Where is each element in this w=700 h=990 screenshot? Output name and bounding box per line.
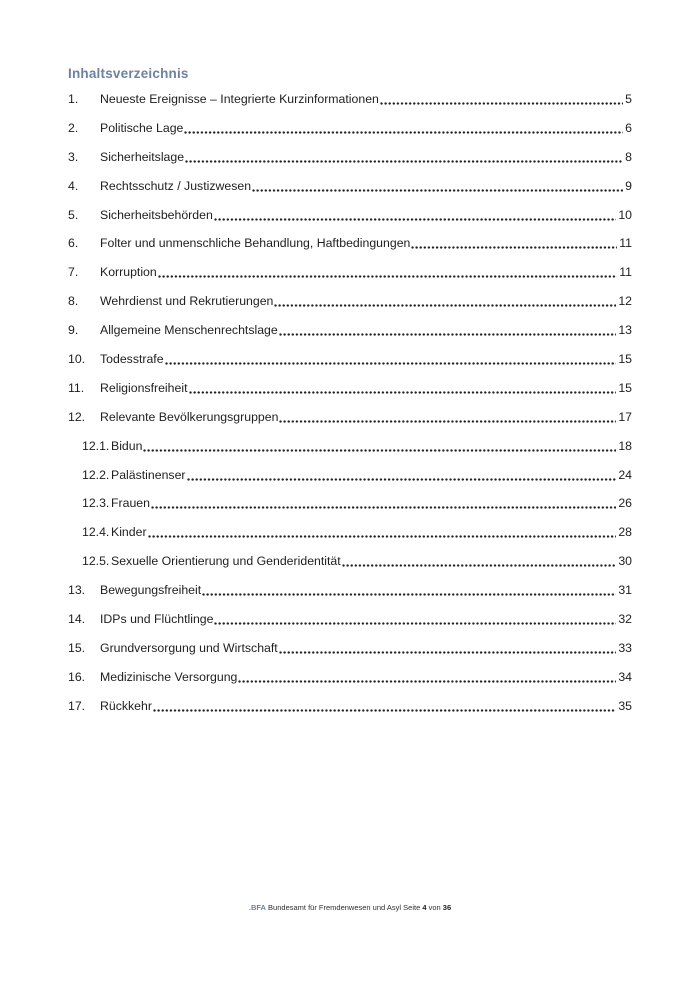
toc-entry-page: 15 bbox=[618, 380, 632, 395]
toc-dot-leader bbox=[201, 583, 616, 598]
toc-entry-number: 12. bbox=[68, 409, 86, 424]
toc-entry-label: Todesstrafe bbox=[100, 352, 164, 367]
toc-entry[interactable] bbox=[68, 410, 632, 439]
toc-dot-leader bbox=[379, 92, 623, 107]
toc-entry-page: 33 bbox=[618, 640, 632, 655]
toc-entry-label: Sicherheitslage bbox=[100, 149, 185, 164]
toc-dot-leader bbox=[152, 699, 616, 714]
toc-entry-number: 11. bbox=[68, 380, 85, 395]
toc-entry[interactable] bbox=[68, 323, 632, 352]
toc-entry-page: 10 bbox=[618, 207, 632, 222]
toc-entry-label: Sexuelle Orientierung und Genderidentität bbox=[111, 554, 341, 569]
toc-dot-leader bbox=[251, 179, 623, 194]
toc-dot-leader bbox=[147, 525, 617, 540]
toc-entry-label: Rückkehr bbox=[100, 698, 152, 713]
toc-entry-label: Wehrdienst und Rekrutierungen bbox=[100, 294, 274, 309]
toc-entry[interactable] bbox=[68, 121, 632, 150]
toc-entry-page: 31 bbox=[618, 583, 632, 598]
toc-dot-leader bbox=[237, 670, 616, 685]
toc-entry-page: 30 bbox=[618, 554, 632, 569]
toc-entry-page: 15 bbox=[618, 352, 632, 367]
toc-entry-label: Bewegungsfreiheit bbox=[100, 583, 202, 598]
toc-entry[interactable] bbox=[68, 208, 632, 237]
toc-entry[interactable] bbox=[68, 496, 632, 525]
toc-entry-number: 16. bbox=[68, 669, 86, 684]
toc-entry-number: 1. bbox=[68, 92, 79, 106]
toc-entry[interactable] bbox=[68, 294, 632, 323]
toc-entry-number: 2. bbox=[68, 120, 79, 135]
toc-entry-page: 35 bbox=[618, 698, 632, 713]
toc-dot-leader bbox=[341, 554, 617, 569]
toc-entry[interactable] bbox=[68, 468, 632, 497]
toc-entry-number: 4. bbox=[68, 178, 79, 193]
toc-entry-page: 28 bbox=[618, 525, 632, 540]
toc-entry-page: 24 bbox=[618, 467, 632, 482]
toc-dot-leader bbox=[213, 612, 616, 627]
footer-page-total: 36 bbox=[442, 903, 452, 912]
toc-entry-number: 15. bbox=[68, 640, 86, 655]
toc-entry[interactable] bbox=[68, 92, 632, 121]
toc-entry-page: 12 bbox=[618, 294, 632, 309]
bfa-logo: .BFA bbox=[248, 903, 266, 912]
toc-entry[interactable] bbox=[68, 641, 632, 670]
toc-dot-leader bbox=[273, 294, 616, 309]
toc-entry-page: 11 bbox=[619, 265, 632, 280]
toc-entry[interactable] bbox=[68, 699, 632, 728]
toc-entry[interactable] bbox=[68, 612, 632, 641]
toc-entry-number: 5. bbox=[68, 207, 79, 222]
toc-entry-number: 7. bbox=[68, 265, 79, 280]
toc-entry-number: 6. bbox=[68, 236, 79, 251]
toc-entry-number: 12.1. bbox=[82, 438, 110, 453]
page-footer bbox=[0, 903, 700, 913]
toc-entry-label: Religionsfreiheit bbox=[100, 380, 188, 395]
toc-entry[interactable] bbox=[68, 381, 632, 410]
toc-entry[interactable] bbox=[68, 236, 632, 265]
toc-entry-page: 26 bbox=[618, 496, 632, 511]
toc-entry[interactable] bbox=[68, 265, 632, 294]
toc-entry-number: 12.4. bbox=[82, 525, 110, 540]
toc-dot-leader bbox=[188, 381, 617, 396]
toc-entry-page: 17 bbox=[618, 409, 632, 424]
toc-entry-number: 12.2. bbox=[82, 467, 110, 482]
toc-entry-number: 8. bbox=[68, 294, 79, 309]
toc-entry-label: Politische Lage bbox=[100, 120, 184, 135]
footer-page-word: Seite bbox=[403, 903, 421, 912]
toc-dot-leader bbox=[186, 468, 617, 483]
toc-dot-leader bbox=[410, 236, 617, 251]
toc-entry-label: Kinder bbox=[111, 525, 147, 540]
toc-entry[interactable] bbox=[68, 439, 632, 468]
toc-entry-number: 10. bbox=[68, 352, 86, 367]
toc-entry-number: 12.3. bbox=[82, 496, 110, 511]
toc-dot-leader bbox=[213, 208, 617, 223]
toc-entry-number: 13. bbox=[68, 583, 86, 598]
toc-entry[interactable] bbox=[68, 352, 632, 381]
toc-entry-label: Bidun bbox=[111, 438, 143, 453]
toc-entry-number: 12.5. bbox=[82, 554, 110, 569]
toc-dot-leader bbox=[184, 150, 623, 165]
toc-entry-label: Palästinenser bbox=[111, 467, 186, 482]
toc-entry-label: Neueste Ereignisse – Integrierte Kurzinformationen bbox=[100, 92, 379, 106]
footer-page-current: 4 bbox=[422, 903, 427, 912]
toc-entry-label: Rechtsschutz / Justizwesen bbox=[100, 178, 252, 193]
toc-dot-leader bbox=[157, 265, 617, 280]
toc-dot-leader bbox=[142, 439, 616, 454]
toc-entry-number: 17. bbox=[68, 698, 86, 713]
toc-dot-leader bbox=[150, 496, 616, 511]
toc-entry-number: 14. bbox=[68, 612, 86, 627]
toc-entry-number: 3. bbox=[68, 149, 79, 164]
toc-entry-page: 32 bbox=[618, 612, 632, 627]
footer-of-word: von bbox=[428, 903, 441, 912]
toc-entry-label: Relevante Bevölkerungsgruppen bbox=[100, 409, 279, 424]
toc-entry-page: 18 bbox=[618, 438, 632, 453]
toc-entry-label: Sicherheitsbehörden bbox=[100, 207, 213, 222]
toc-entry-label: Allgemeine Menschenrechtslage bbox=[100, 323, 278, 338]
table-of-contents bbox=[68, 92, 632, 728]
footer-agency-text: Bundesamt für Fremdenwesen und Asyl bbox=[268, 903, 402, 912]
toc-entry-page: 9 bbox=[625, 178, 632, 193]
toc-entry-label: Grundversorgung und Wirtschaft bbox=[100, 640, 278, 655]
toc-entry-page: 6 bbox=[625, 120, 632, 135]
toc-dot-leader bbox=[278, 641, 617, 656]
toc-entry-label: Medizinische Versorgung bbox=[100, 669, 238, 684]
toc-heading: Inhaltsverzeichnis bbox=[68, 66, 189, 81]
toc-entry[interactable] bbox=[68, 525, 632, 554]
toc-entry-label: Korruption bbox=[100, 265, 157, 280]
toc-entry[interactable] bbox=[68, 670, 632, 699]
toc-entry-page: 13 bbox=[618, 323, 632, 338]
toc-entry[interactable] bbox=[68, 150, 632, 179]
toc-dot-leader bbox=[183, 121, 623, 136]
toc-entry-page: 5 bbox=[625, 92, 632, 106]
toc-entry-number: 9. bbox=[68, 323, 79, 338]
toc-entry-page: 34 bbox=[618, 669, 632, 684]
toc-entry-label: Frauen bbox=[111, 496, 150, 511]
toc-entry[interactable] bbox=[68, 554, 632, 583]
toc-entry-label: Folter und unmenschliche Behandlung, Haftbedingungen bbox=[100, 236, 411, 251]
toc-entry-page: 11 bbox=[619, 236, 632, 251]
toc-entry[interactable] bbox=[68, 179, 632, 208]
toc-dot-leader bbox=[278, 323, 617, 338]
toc-entry-page: 8 bbox=[625, 149, 632, 164]
toc-dot-leader bbox=[278, 410, 616, 425]
toc-dot-leader bbox=[164, 352, 617, 367]
toc-entry-label: IDPs und Flüchtlinge bbox=[100, 612, 214, 627]
toc-entry[interactable] bbox=[68, 583, 632, 612]
